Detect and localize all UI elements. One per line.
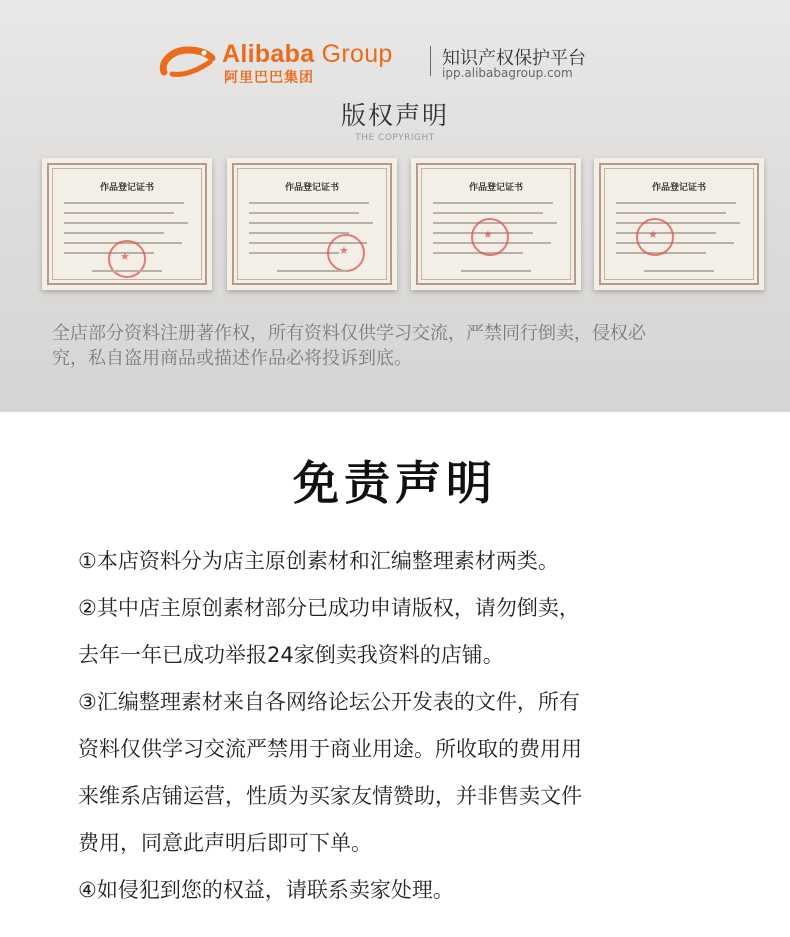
copyright-title: 版权声明 [340, 101, 449, 130]
disclaimer-line: ①本店资料分为店主原创素材和汇编整理素材两类。 [78, 549, 559, 573]
disclaimer-line: 来维系店铺运营，性质为买家友情赞助，并非售卖文件 [78, 784, 582, 808]
certificate-image [227, 158, 397, 290]
platform-name: 知识产权保护平台 [442, 48, 586, 69]
copyright-banner [0, 0, 790, 412]
brand-name-cn: 阿里巴巴集团 [224, 70, 314, 86]
certificate-title: 作品登记证书 [651, 183, 706, 193]
red-seal-icon [108, 240, 146, 278]
disclaimer-line: ③汇编整理素材来自各网络论坛公开发表的文件，所有 [78, 690, 580, 714]
alibaba-smile-logo-icon [158, 44, 218, 80]
copyright-subtitle: THE COPYRIGHT [355, 133, 435, 143]
disclaimer-line: 资料仅供学习交流严禁用于商业用途。所收取的费用用 [78, 737, 582, 761]
disclaimer-text [78, 538, 768, 914]
brand-name: Alibaba Group [222, 40, 393, 68]
red-seal-icon [636, 218, 674, 256]
header-logo-bar [158, 40, 628, 84]
certificate-title: 作品登记证书 [99, 183, 154, 193]
notice-line: 究，私自盗用商品或描述作品必将投诉到底。 [52, 348, 412, 369]
copyright-notice [52, 321, 782, 371]
certificate-title: 作品登记证书 [284, 183, 339, 193]
divider [430, 46, 431, 76]
certificate-image [42, 158, 212, 290]
disclaimer-title: 免责声明 [293, 456, 497, 510]
certificate-image [411, 158, 581, 290]
certificate-image [594, 158, 764, 290]
disclaimer-line: ④如侵犯到您的权益，请联系卖家处理。 [78, 878, 454, 902]
red-seal-icon [327, 234, 365, 272]
notice-line: 全店部分资料注册著作权，所有资料仅供学习交流，严禁同行倒卖，侵权必 [52, 323, 646, 344]
certificate-title: 作品登记证书 [468, 183, 523, 193]
disclaimer-line: 费用，同意此声明后即可下单。 [78, 831, 372, 855]
disclaimer-line: 去年一年已成功举报24家倒卖我资料的店铺。 [78, 643, 504, 667]
disclaimer-line: ②其中店主原创素材部分已成功申请版权，请勿倒卖， [78, 596, 580, 620]
platform-url: ipp.alibabagroup.com [442, 66, 573, 80]
red-seal-icon [471, 218, 509, 256]
